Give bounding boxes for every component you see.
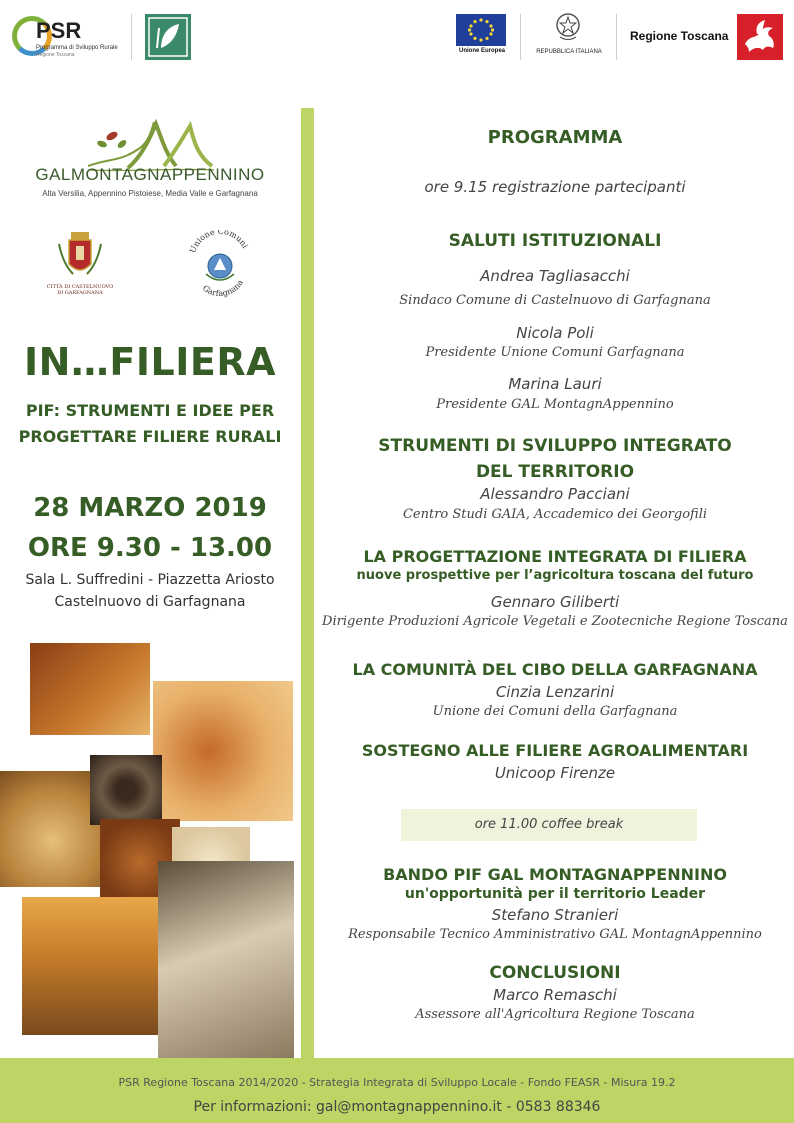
speaker-role: Responsabile Tecnico Amministrativo GAL MontagnAppennino [348, 927, 762, 942]
gal-name-main: MONTAGNAPPENNINO [70, 165, 265, 184]
speaker-name: Alessandro Pacciani [480, 485, 630, 503]
event-date: 28 MARZO 2019 [33, 493, 267, 523]
photo-flour-scoop [153, 681, 293, 821]
programme-column [316, 0, 794, 1058]
speaker-name: Nicola Poli [516, 324, 594, 342]
event-subtitle-line1: PIF: STRUMENTI E IDEE PER [25, 401, 275, 420]
speaker-name: Marina Lauri [508, 375, 602, 393]
coffee-break-box [401, 809, 697, 841]
event-subtitle [0, 398, 300, 450]
speaker-name: Cinzia Lenzarini [495, 683, 615, 701]
footer [0, 1058, 794, 1123]
session-subheading: nuove prospettive per l’agricoltura toscana del futuro [356, 568, 754, 583]
leader-leaf-icon [145, 14, 191, 60]
session-heading: LA COMUNITÀ DEL CIBO DELLA GARFAGNANA [352, 660, 758, 679]
unione-comuni-icon [186, 230, 254, 302]
green-vertical-bar [301, 108, 314, 1058]
speaker-role: Centro Studi GAIA, Accademico dei Georgofili [402, 507, 708, 522]
event-title: IN…FILIERA [23, 340, 277, 384]
greetings-heading: SALUTI ISTITUZIONALI [448, 231, 662, 251]
session-heading: STRUMENTI DI SVILUPPO INTEGRATO [378, 436, 732, 456]
event-subtitle-line2: PROGETTARE FILIERE RURALI [18, 427, 282, 446]
speaker-name: Stefano Stranieri [491, 906, 619, 924]
unione-caption-bottom: Garfagnana [200, 278, 245, 299]
programme-heading: PROGRAMMA [487, 127, 623, 148]
psr-tagline: Programma di Sviluppo Rurale [36, 45, 118, 51]
photo-cheese-wheels [22, 897, 158, 1035]
session-heading: SOSTEGNO ALLE FILIERE AGROALIMENTARI [361, 741, 749, 760]
session-heading: CONCLUSIONI [489, 963, 621, 983]
coffee-break-text: ore 11.00 coffee break [474, 817, 624, 832]
speaker-name: Unicoop Firenze [494, 764, 616, 782]
region-name: Regione Toscana [630, 29, 729, 43]
photo-dark-beans [90, 755, 162, 825]
unione-comuni-logo [186, 230, 254, 302]
speaker-role: Presidente GAL MontagnAppennino [436, 397, 674, 412]
castelnuovo-crest [45, 230, 115, 302]
speaker-role: Sindaco Comune di Castelnuovo di Garfagnana [399, 293, 711, 308]
session-heading: BANDO PIF GAL MONTAGNAPPENNINO [383, 865, 727, 884]
gal-subtitle: Alta Versilia, Appennino Pistoiese, Media Valle e Garfagnana [42, 189, 258, 198]
registration-note: ore 9.15 registrazione partecipanti [424, 178, 686, 196]
psr-name: PSR [36, 18, 82, 43]
gal-name [0, 165, 300, 185]
footer-contact-line: Per informazioni: gal@montagnappennino.it - 0583 88346 [193, 1099, 601, 1115]
svg-text:Garfagnana [201, 278, 245, 298]
session-heading: DEL TERRITORIO [475, 462, 635, 482]
left-column [0, 108, 300, 1058]
speaker-name: Marco Remaschi [493, 986, 617, 1004]
event-datetime [0, 488, 300, 568]
photo-sheep [158, 861, 294, 1058]
speaker-role: Unione dei Comuni della Garfagnana [432, 704, 678, 719]
republic-caption: REPUBBLICA ITALIANA [536, 49, 602, 55]
svg-text:Unione Comuni [188, 230, 250, 254]
photo-chestnut-flour [30, 643, 150, 735]
venue-line1: Sala L. Suffredini - Piazzetta Ariosto [25, 572, 275, 588]
session-heading: LA PROGETTAZIONE INTEGRATA DI FILIERA [363, 547, 747, 566]
footer-funding-line: PSR Regione Toscana 2014/2020 - Strategia Integrata di Sviluppo Locale - Fondo FEASR - Misura 19.2 [118, 1076, 676, 1089]
food-photo-collage [0, 643, 300, 1058]
psr-logo [10, 14, 122, 60]
speaker-role: Assessore all'Agricoltura Regione Toscana [415, 1007, 695, 1022]
gal-name-prefix: GAL [35, 165, 71, 184]
venue-line2: Castelnuovo di Garfagnana [54, 594, 246, 610]
castelnuovo-crest-icon [45, 230, 115, 284]
speaker-role: Presidente Unione Comuni Garfagnana [425, 345, 685, 360]
psr-region: Regione Toscana [36, 52, 75, 58]
eu-caption: Unione Europea [458, 48, 505, 54]
speaker-name: Gennaro Giliberti [490, 593, 620, 611]
castelnuovo-caption: CITTÀ DI CASTELNUOVO DI GARFAGNANA [46, 284, 114, 296]
speaker-name: Andrea Tagliasacchi [480, 267, 630, 285]
event-venue [0, 569, 300, 613]
unione-caption-top: Unione Comuni [188, 230, 250, 255]
event-time: ORE 9.30 - 13.00 [27, 533, 273, 563]
logo-divider [131, 14, 132, 60]
leader-logo [145, 14, 191, 60]
photo-cornmeal [0, 771, 104, 887]
speaker-role: Dirigente Produzioni Agricole Vegetali e Zootecniche Regione Toscana [322, 614, 788, 629]
session-subheading: un'opportunità per il territorio Leader [404, 886, 706, 902]
